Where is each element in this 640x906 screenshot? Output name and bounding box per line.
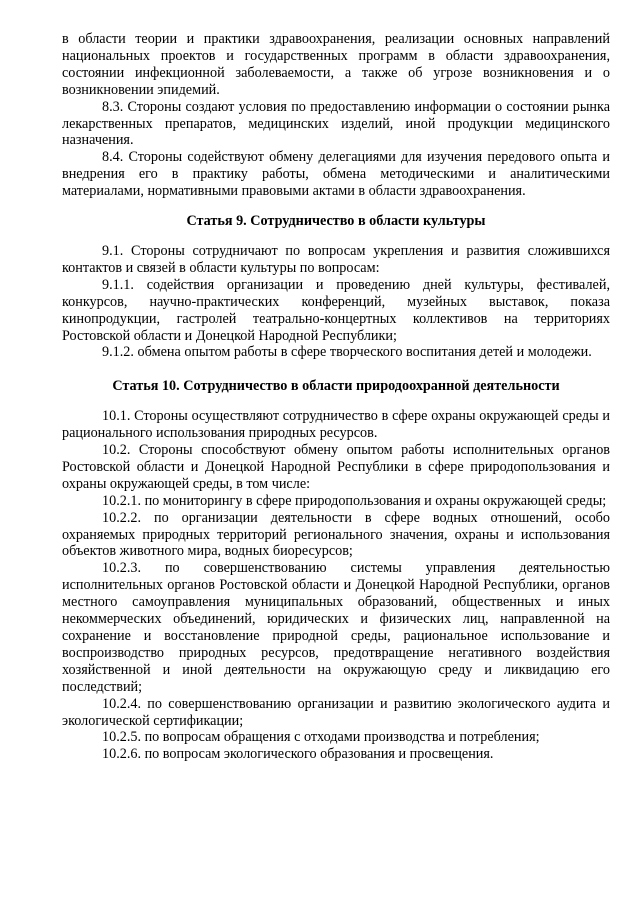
- paragraph-10-2-2: 10.2.2. по организации деятельности в сфере водных отношений, особо охраняемых природных территорий регионального значения, охраны и использования объектов животного мира, водных биоресурсов;: [62, 509, 610, 560]
- document-page: [62, 31, 610, 763]
- paragraph-10-2: 10.2. Стороны способствуют обмену опытом работы исполнительных органов Ростовской области и Донецкой Народной Республики в сфере природопользования и охраны окружающей среды, в том числе:: [62, 442, 610, 492]
- paragraph-10-1: 10.1. Стороны осуществляют сотрудничество в сфере охраны окружающей среды и рационального использования природных ресурсов.: [62, 408, 610, 442]
- article-10-heading: Статья 10. Сотрудничество в области природоохранной деятельности: [112, 378, 560, 395]
- paragraph-8-4: 8.4. Стороны содействуют обмену делегациями для изучения передового опыта и внедрения его в практику работы, обмена методическими и аналитическими материалами, нормативными правовыми актами в области здравоохранения.: [62, 149, 610, 200]
- paragraph-9-1-1: 9.1.1. содействия организации и проведению дней культуры, фестивалей, конкурсов, научно-практических конференций, музейных выставок, показа кинопродукции, гастролей театрально-концертных коллективов на территориях Ростовской области и Донецкой Народной Республики;: [62, 276, 610, 344]
- paragraph-10-2-5: 10.2.5. по вопросам обращения с отходами производства и потребления;: [102, 729, 540, 746]
- paragraph-10-2-4: 10.2.4. по совершенствованию организации и развитию экологического аудита и экологической сертификации;: [62, 695, 610, 729]
- paragraph-10-2-1: 10.2.1. по мониторингу в сфере природопользования и охраны окружающей среды;: [102, 492, 607, 509]
- article-9-heading: Статья 9. Сотрудничество в области культуры: [186, 213, 486, 230]
- paragraph-continuation: в области теории и практики здравоохранения, реализации основных направлений национальных проектов и государственных программ в области здравоохранения, состоянии инфекционной заболеваемости, а также об угрозе возникновения и о возникновении эпидемий.: [62, 31, 610, 98]
- paragraph-9-1: 9.1. Стороны сотрудничают по вопросам укрепления и развития сложившихся контактов и связей в области культуры по вопросам:: [62, 242, 610, 276]
- paragraph-9-1-2: 9.1.2. обмена опытом работы в сфере творческого воспитания детей и молодежи.: [102, 344, 592, 361]
- paragraph-10-2-3: 10.2.3. по совершенствованию системы управления деятельностью исполнительных органов Ростовской области и Донецкой Народной Республики, органов местного самоуправления муниципальных образований, общественных и иных некоммерческих объединений, юридических и физических лиц, направленной на сохранение и восстановление природной среды, рациональное использование и воспроизводство природных ресурсов, предотвращение негативного воздействия хозяйственной и иной деятельности на окружающую среду и ликвидацию его последствий;: [62, 560, 610, 695]
- paragraph-10-2-6: 10.2.6. по вопросам экологического образования и просвещения.: [102, 746, 494, 763]
- paragraph-8-3: 8.3. Стороны создают условия по предоставлению информации о состоянии рынка лекарственных препаратов, медицинских изделий, иной продукции медицинского назначения.: [62, 98, 610, 149]
